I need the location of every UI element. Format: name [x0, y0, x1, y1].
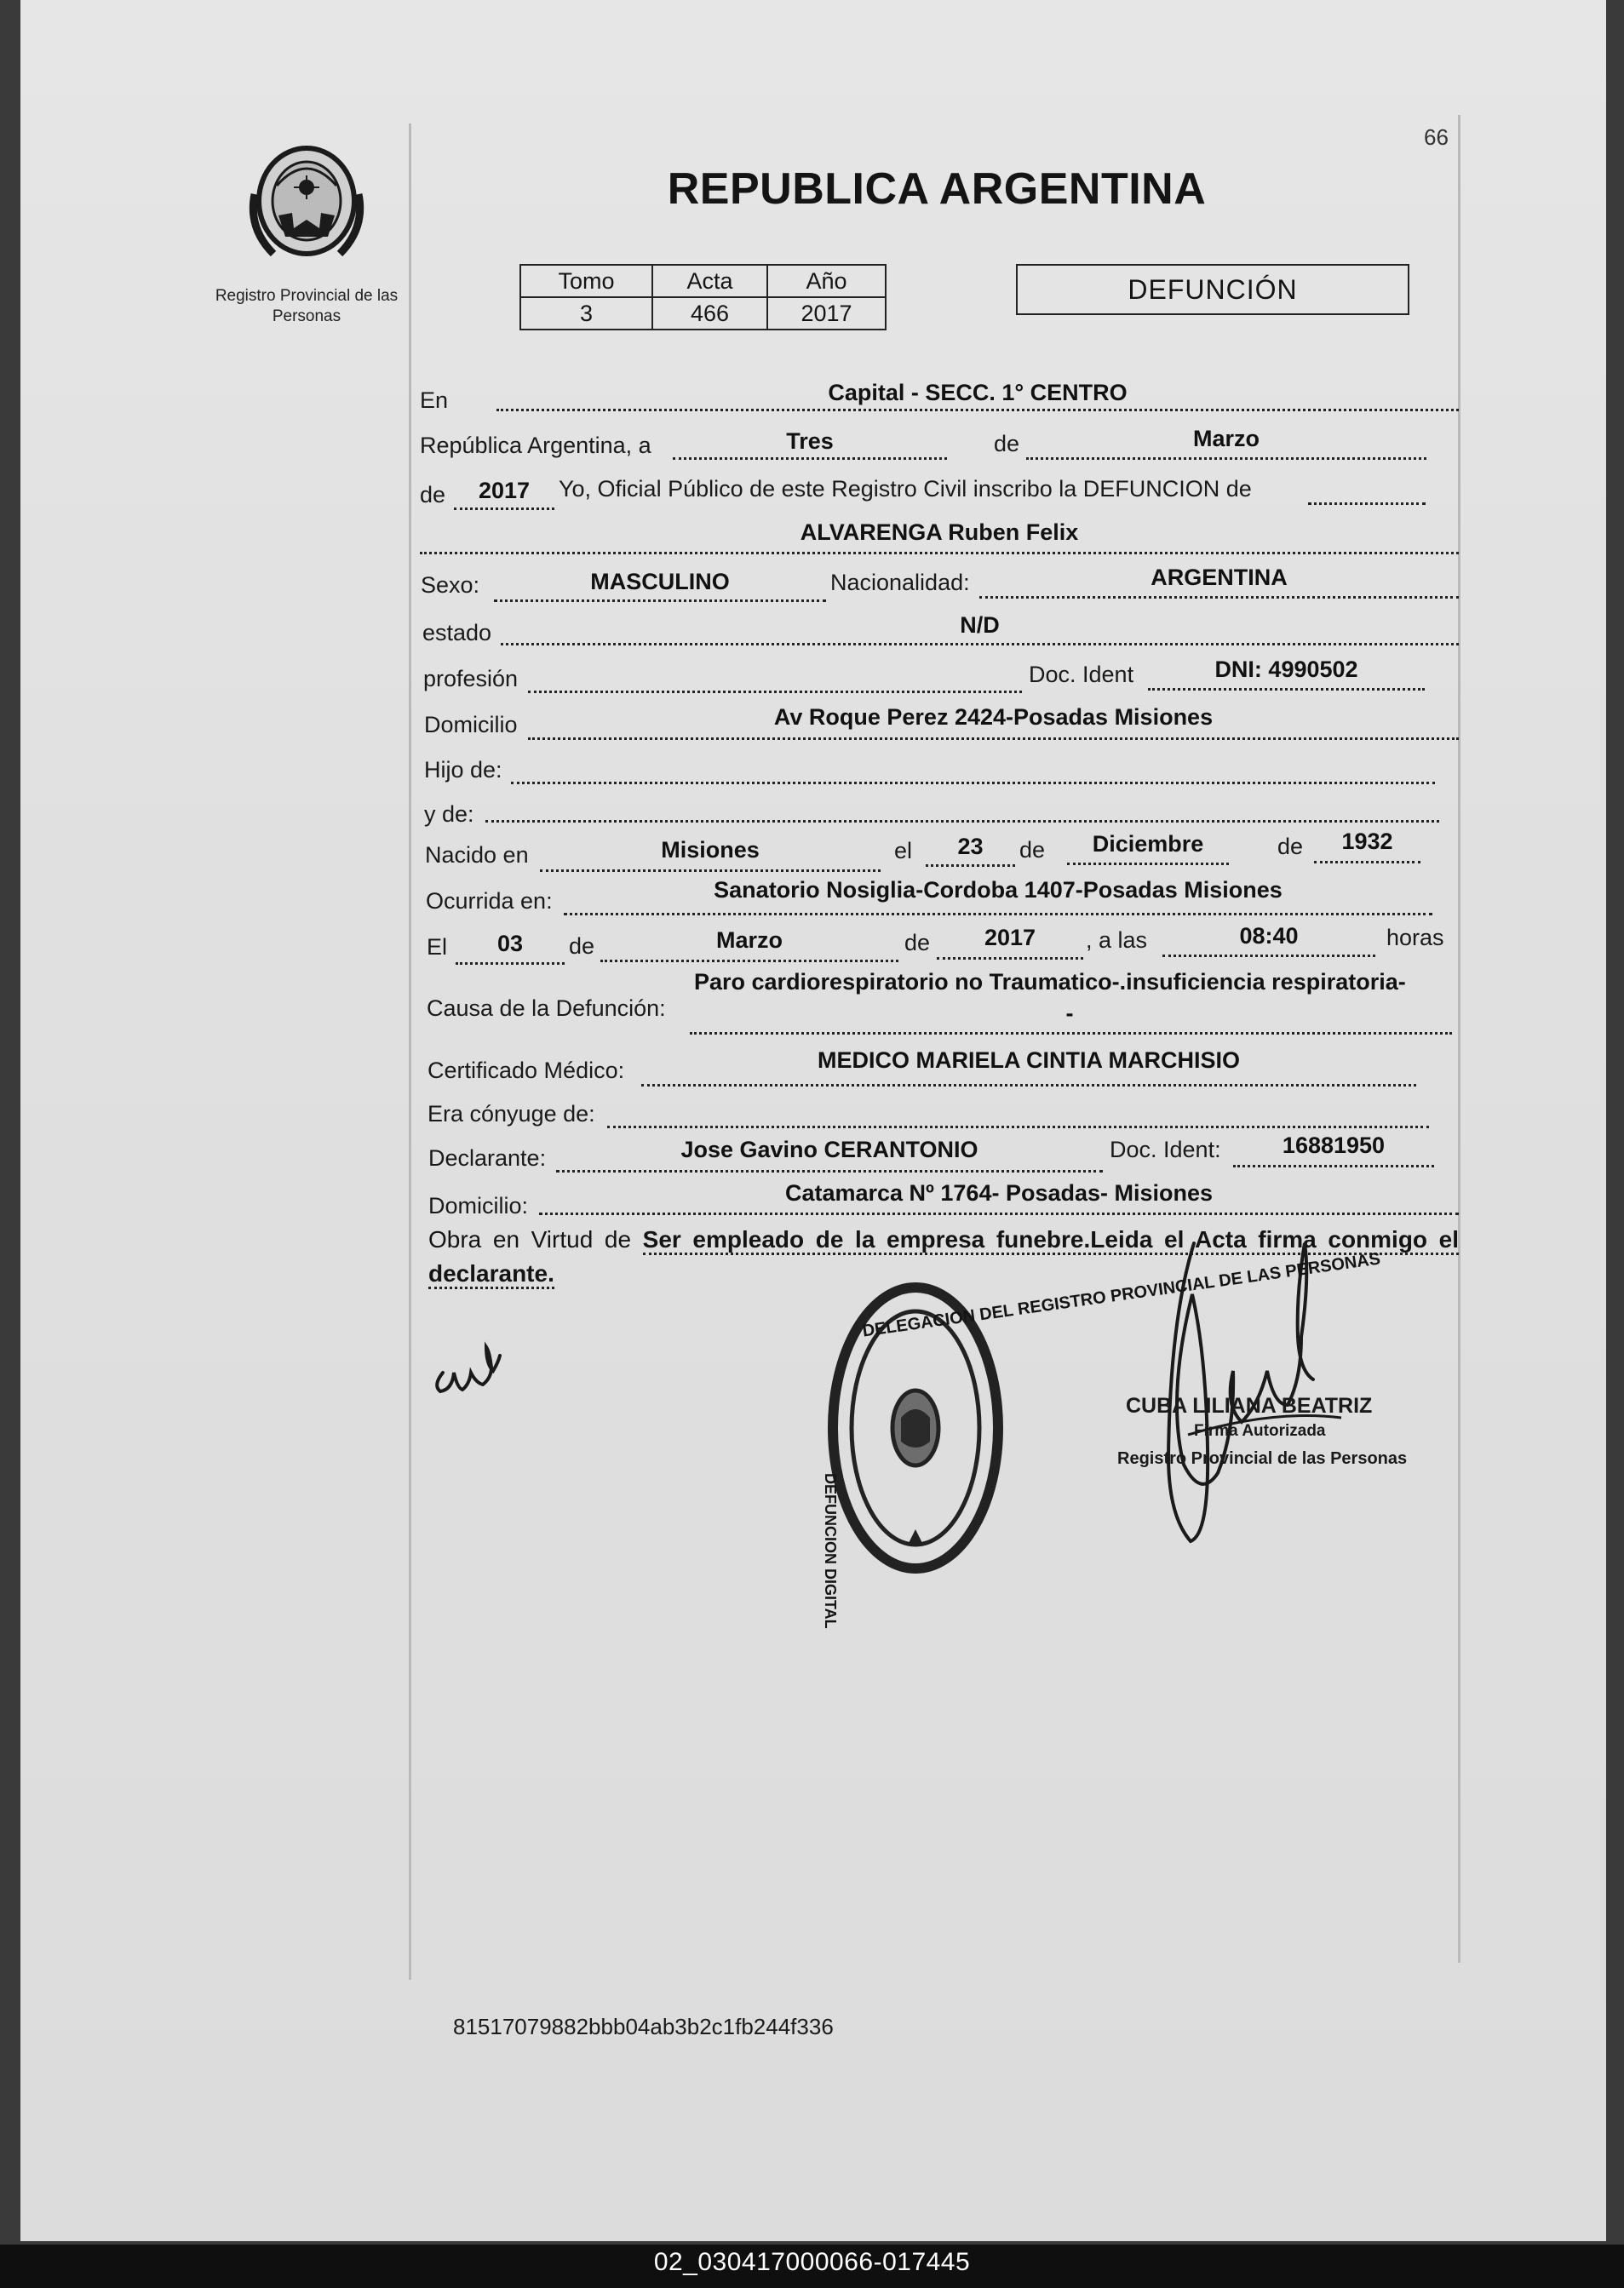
field-nacido-en: Misiones	[661, 837, 760, 863]
label-conyuge: Era cónyuge de:	[428, 1101, 595, 1127]
field-estado: N/D	[960, 612, 1000, 638]
field-nacionalidad: ARGENTINA	[1151, 565, 1288, 590]
label-de: de	[1019, 837, 1046, 863]
field-domicilio: Av Roque Perez 2424-Posadas Misiones	[773, 704, 1214, 730]
field-causa-cont: -	[1065, 1001, 1074, 1026]
field-mes: Marzo	[1192, 426, 1260, 451]
label-a-las: , a las	[1086, 927, 1148, 953]
field-nac-dia: 23	[957, 834, 984, 859]
field-nac-anio: 1932	[1341, 829, 1393, 854]
label-el-cap: El	[427, 934, 448, 960]
label-y-de: y de:	[424, 801, 474, 827]
label-doc-ident: Doc. Ident	[1029, 662, 1134, 687]
field-declarante-domicilio: Catamarca Nº 1764- Posadas- Misiones	[784, 1180, 1214, 1206]
label-hijo-de: Hijo de:	[424, 757, 502, 783]
label-obra: Obra en Virtud de	[428, 1226, 632, 1253]
field-declarante: Jose Gavino CERANTONIO	[680, 1137, 978, 1162]
label-de: de	[904, 930, 931, 955]
field-anio: 2017	[478, 478, 531, 503]
field-def-dia: 03	[496, 931, 524, 956]
label-causa: Causa de la Defunción:	[427, 995, 666, 1021]
label-de: de	[994, 431, 1020, 456]
official-name: CUBA LILIANA BEATRIZ	[1126, 1394, 1373, 1418]
label-de: de	[569, 933, 595, 959]
anio-header: Año	[767, 265, 886, 297]
page-number: 66	[1424, 124, 1449, 150]
label-de: de	[1277, 834, 1304, 859]
act-type-box: DEFUNCIÓN	[1016, 264, 1409, 315]
label-el: el	[894, 838, 913, 863]
label-nacido-en: Nacido en	[425, 842, 529, 868]
tomo-header: Tomo	[520, 265, 652, 297]
field-obra-virtud: Ser empleado de la empresa funebre.Leida el Acta firma conmigo el declarante.	[428, 1226, 1459, 1289]
field-def-anio: 2017	[984, 925, 1036, 950]
field-ocurrida-en: Sanatorio Nosiglia-Cordoba 1407-Posadas Misiones	[714, 877, 1283, 903]
label-nacionalidad: Nacionalidad:	[830, 570, 970, 595]
file-id: 02_030417000066-017445	[653, 2248, 971, 2276]
field-def-hora: 08:40	[1239, 923, 1299, 949]
field-sexo: MASCULINO	[590, 569, 730, 594]
field-causa: Paro cardiorespiratorio no Traumatico-.insuficiencia respiratoria-	[694, 969, 1406, 995]
field-nac-mes: Diciembre	[1092, 831, 1204, 857]
official-org: Registro Provincial de las Personas	[1117, 1449, 1408, 1468]
tomo-value: 3	[520, 297, 652, 330]
field-lugar: Capital - SECC. 1° CENTRO	[828, 380, 1128, 405]
label-doc-ident2: Doc. Ident:	[1110, 1137, 1221, 1162]
label-republica: República Argentina, a	[420, 433, 651, 458]
label-de: de	[420, 482, 446, 507]
label-yo-oficial: Yo, Oficial Público de este Registro Civil inscribo la DEFUNCION de	[559, 476, 1252, 502]
label-domicilio2: Domicilio:	[428, 1193, 529, 1219]
label-certificado: Certificado Médico:	[428, 1058, 625, 1083]
official-role: Firma Autorizada	[1194, 1422, 1326, 1440]
anio-value: 2017	[767, 297, 886, 330]
field-dia-texto: Tres	[786, 428, 834, 454]
registry-caption: Registro Provincial de las Personas	[215, 287, 399, 325]
document-hash: 81517079882bbb04ab3b2c1fb244f336	[453, 2014, 834, 2039]
label-horas: horas	[1386, 925, 1444, 950]
label-en: En	[420, 387, 449, 413]
label-declarante: Declarante:	[428, 1145, 547, 1171]
label-estado: estado	[422, 620, 492, 645]
label-ocurrida-en: Ocurrida en:	[426, 888, 553, 914]
field-def-mes: Marzo	[715, 927, 783, 953]
stamp-text-inner: DEFUNCION DIGITAL	[822, 1473, 839, 1629]
label-sexo: Sexo:	[421, 572, 480, 598]
label-domicilio: Domicilio	[424, 712, 518, 737]
stamp-text-outer: DELEGACION DEL REGISTRO PROVINCIAL DE LAS PERSONAS	[861, 1249, 1382, 1341]
initials-signature	[437, 1347, 500, 1391]
field-dni: DNI: 4990502	[1214, 657, 1358, 682]
field-certificado: MEDICO MARIELA CINTIA MARCHISIO	[818, 1047, 1240, 1073]
acta-header: Acta	[652, 265, 767, 297]
document-title: REPUBLICA ARGENTINA	[667, 164, 1207, 214]
field-declarante-doc: 16881950	[1282, 1133, 1386, 1158]
field-fallecido: ALVARENGA Ruben Felix	[800, 519, 1079, 545]
acta-value: 466	[652, 297, 767, 330]
label-profesion: profesión	[423, 666, 519, 691]
